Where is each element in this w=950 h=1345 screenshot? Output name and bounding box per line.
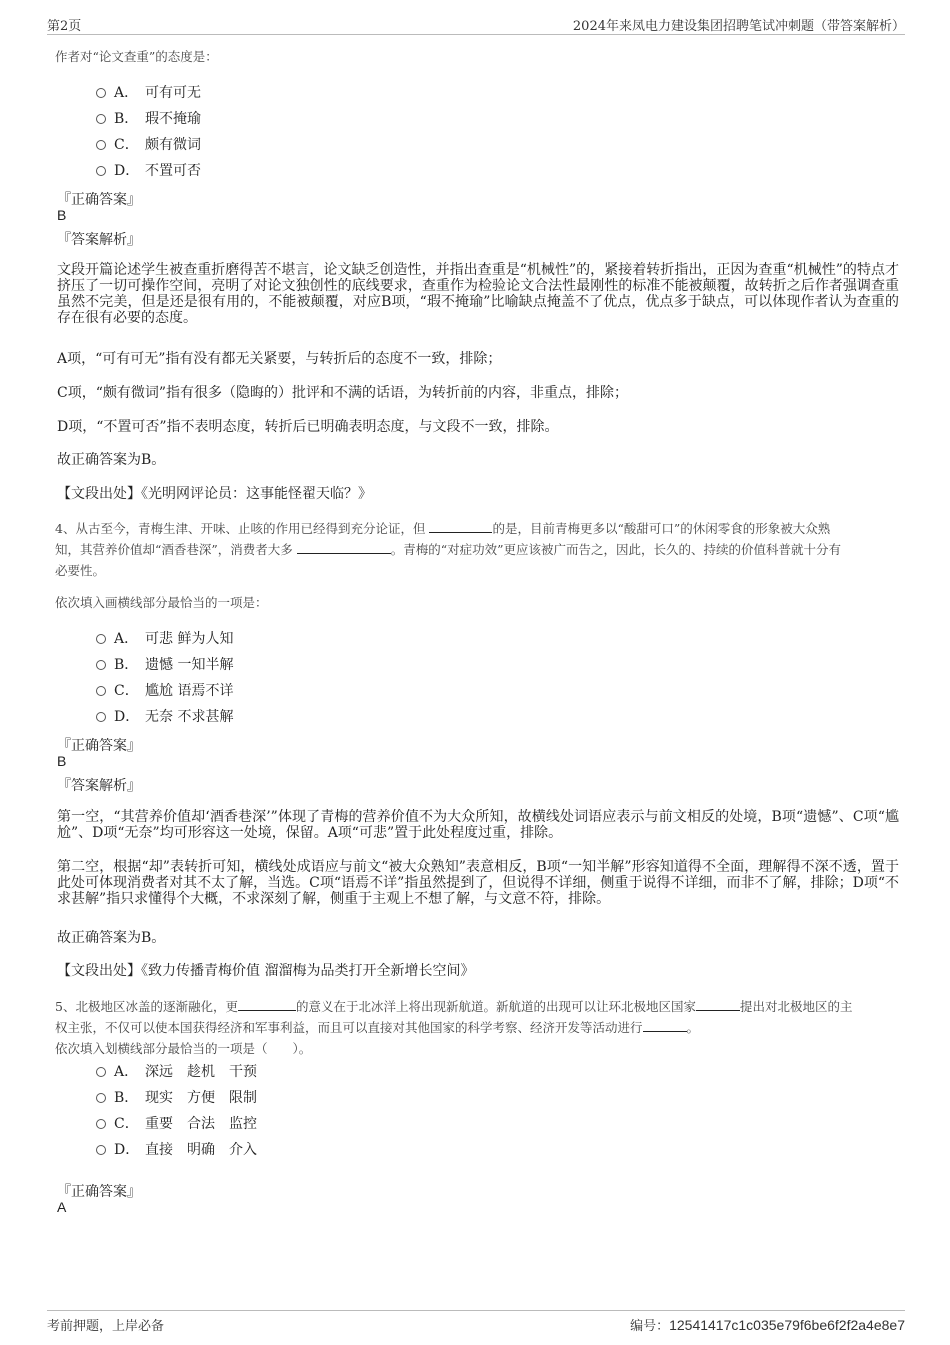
q4-answer: B bbox=[57, 753, 67, 769]
q5-prompt: 依次填入划横线部分最恰当的一项是（ ）。 bbox=[55, 1041, 312, 1056]
blank-2 bbox=[696, 998, 740, 1011]
radio-icon[interactable] bbox=[96, 166, 106, 176]
q4-option-d[interactable]: D． 无奈 不求甚解 bbox=[96, 706, 233, 726]
radio-icon[interactable] bbox=[96, 1145, 106, 1155]
q5-answer-label: 『正确答案』 bbox=[57, 1184, 141, 1200]
q4-option-b[interactable]: B． 遗憾 一知半解 bbox=[96, 654, 233, 674]
q3-answer: B bbox=[57, 207, 67, 223]
q5-option-d[interactable]: D． 直接 明确 介入 bbox=[96, 1139, 257, 1159]
q4-source: 【文段出处】《致力传播青梅价值 溜溜梅为品类打开全新增长空间》 bbox=[57, 963, 475, 979]
blank-1 bbox=[238, 998, 296, 1011]
q4-conclusion: 故正确答案为B。 bbox=[57, 930, 166, 946]
q3-source: 【文段出处】《光明网评论员：这事能怪翟天临？》 bbox=[57, 486, 372, 502]
document-code: 编号：12541417c1c035e79f6be6f2f2a4e8e7 bbox=[630, 1317, 905, 1334]
q3-analysis-label: 『答案解析』 bbox=[57, 232, 141, 248]
q5-option-a[interactable]: A． 深远 趁机 干预 bbox=[96, 1061, 257, 1081]
page-number: 第2页 bbox=[47, 19, 82, 34]
radio-icon[interactable] bbox=[96, 660, 106, 670]
q3-option-d[interactable]: D． 不置可否 bbox=[96, 160, 201, 180]
q3-analysis-a: A项，“可有可无”指有没有都无关紧要，与转折后的态度不一致，排除； bbox=[57, 351, 502, 367]
radio-icon[interactable] bbox=[96, 1119, 106, 1129]
q5-stem: 5、北极地区冰盖的逐渐融化，更 的意义在于北冰洋上将出现新航道。新航道的出现可以让环北极地区国家 提出对北极地区的主 权主张，不仅可以使本国获得经济和军事利益，而且可以直接对其他国家的科学考察、经济开发等活动进行 。 bbox=[55, 999, 853, 1035]
radio-icon[interactable] bbox=[96, 88, 106, 98]
q4-analysis-label: 『答案解析』 bbox=[57, 778, 141, 794]
q3-option-a[interactable]: A． 可有可无 bbox=[96, 82, 201, 102]
page-header bbox=[47, 14, 905, 35]
q4-option-a[interactable]: A． 可悲 鲜为人知 bbox=[96, 628, 233, 648]
radio-icon[interactable] bbox=[96, 1067, 106, 1077]
q4-analysis-first-blank: 第一空，“其营养价值却‘酒香巷深’”体现了青梅的营养价值不为大众所知，故横线处词语应表示与前文相反的处境，B项“遗憾”、C项“尴尬”、D项“无奈”均可形容这一处境，保留。A项“可悲”置于此处程度过重，排除。 bbox=[57, 809, 899, 841]
radio-icon[interactable] bbox=[96, 1093, 106, 1103]
q3-answer-label: 『正确答案』 bbox=[57, 192, 141, 208]
q4-analysis-second-blank: 第二空，根据“却”表转折可知，横线处成语应与前文“被大众熟知”表意相反，B项“一知半解”形容知道得不全面，理解得不深不透，置于此处可体现消费者对其不太了解，当选。C项“语焉不详”指虽然提到了，但说得不详细，侧重于说得不详细，而非不了解，排除；D项“不求甚解”指只求懂得个大概，不求深刻了解，侧重于主观上不想了解，与文意不符，排除。 bbox=[57, 859, 899, 907]
q4-stem: 4、从古至今，青梅生津、开味、止咳的作用已经得到充分论证，但 的是，目前青梅更多以“酸甜可口”的休闲零食的形象被大众熟 知，其营养价值却“酒香巷深”，消费者大多 。青梅的“对症功效”更应该被广而告之，因此，长久的、持续的价值科普就十分有 必要性。 bbox=[55, 521, 842, 578]
q3-prompt: 作者对“论文查重”的态度是： bbox=[55, 49, 218, 64]
q4-option-c[interactable]: C． 尴尬 语焉不详 bbox=[96, 680, 233, 700]
radio-icon[interactable] bbox=[96, 686, 106, 696]
blank-3 bbox=[643, 1019, 687, 1032]
blank-1 bbox=[429, 520, 492, 533]
q4-answer-label: 『正确答案』 bbox=[57, 738, 141, 754]
q4-prompt: 依次填入画横线部分最恰当的一项是： bbox=[55, 595, 268, 610]
radio-icon[interactable] bbox=[96, 634, 106, 644]
q3-option-c[interactable]: C． 颇有微词 bbox=[96, 134, 201, 154]
q5-option-b[interactable]: B． 现实 方便 限制 bbox=[96, 1087, 257, 1107]
q3-conclusion: 故正确答案为B。 bbox=[57, 452, 166, 468]
blank-2 bbox=[297, 541, 391, 554]
q5-option-c[interactable]: C． 重要 合法 监控 bbox=[96, 1113, 257, 1133]
q3-option-b[interactable]: B． 瑕不掩瑜 bbox=[96, 108, 201, 128]
q3-analysis-d: D项，“不置可否”指不表明态度，转折后已明确表明态度，与文段不一致，排除。 bbox=[57, 419, 559, 435]
q3-analysis-c: C项，“颇有微词”指有很多（隐晦的）批评和不满的话语，为转折前的内容，非重点，排除； bbox=[57, 385, 629, 401]
footer-slogan: 考前押题，上岸必备 bbox=[47, 1319, 165, 1334]
q3-analysis-main: 文段开篇论述学生被查重折磨得苦不堪言，论文缺乏创造性，并指出查重是“机械性”的，紧接着转折指出，正因为查重“机械性”的特点才挤压了一切可操作空间，亮明了对论文独创性的底线要求，查重作为检验论文合法性最刚性的标准不能被颠覆，故转折之后作者强调查重虽然不完美，但是还是很有用的，不能被颠覆，对应B项，“瑕不掩瑜”比喻缺点掩盖不了优点，优点多于缺点，可以体现作者认为查重的存在很有必要的态度。 bbox=[57, 262, 899, 326]
radio-icon[interactable] bbox=[96, 114, 106, 124]
radio-icon[interactable] bbox=[96, 140, 106, 150]
q5-answer: A bbox=[57, 1199, 67, 1215]
radio-icon[interactable] bbox=[96, 712, 106, 722]
document-title: 2024年来凤电力建设集团招聘笔试冲刺题（带答案解析） bbox=[572, 19, 905, 34]
page-footer bbox=[47, 1310, 905, 1335]
